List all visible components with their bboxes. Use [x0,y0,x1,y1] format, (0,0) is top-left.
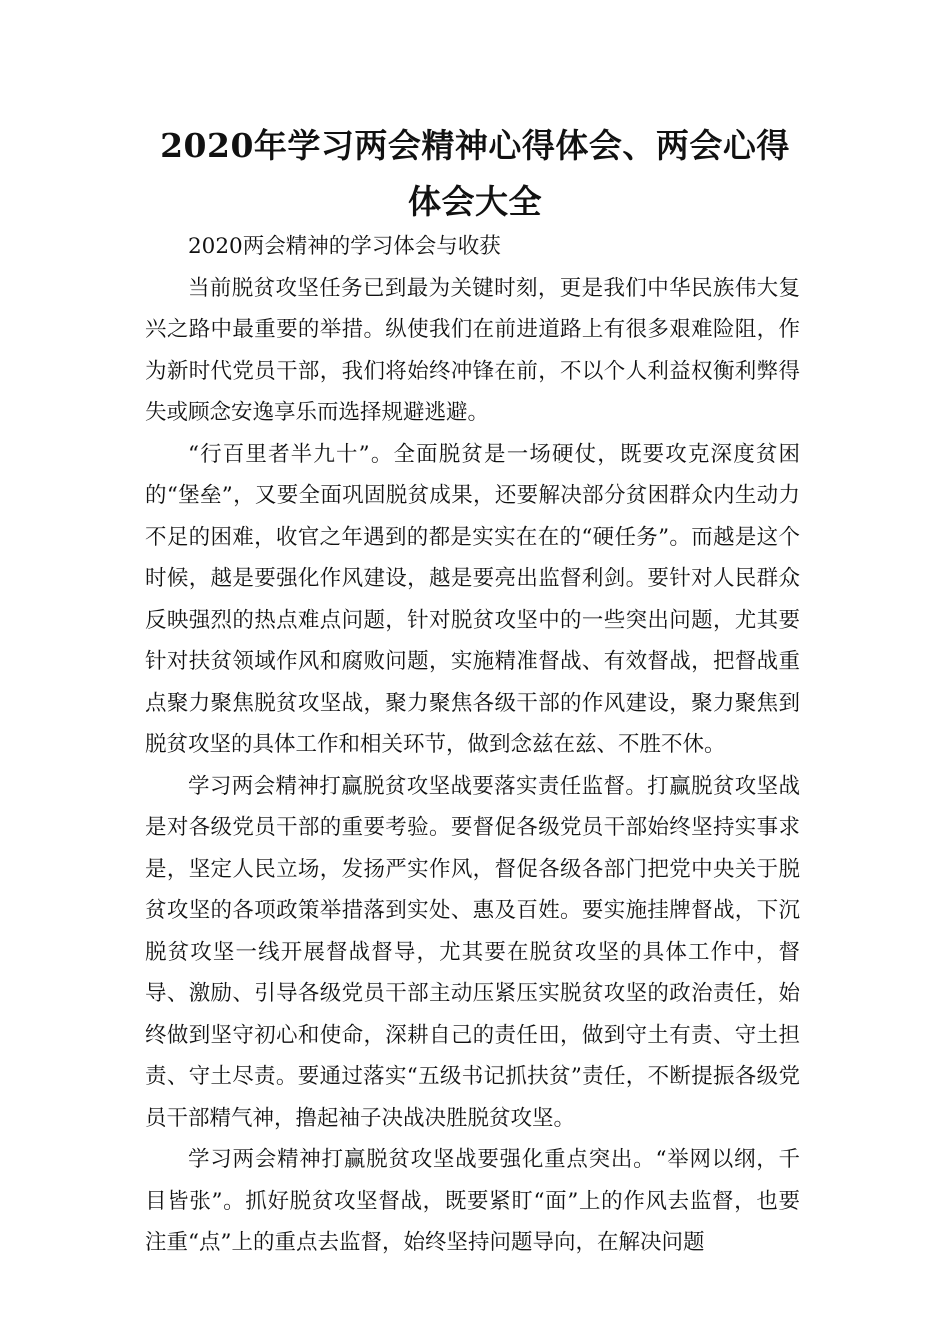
paragraph: “行百里者半九十”。全面脱贫是一场硬仗，既要攻克深度贫困的“堡垒”，又要全面巩固脱贫成果，还要解决部分贫困群众内生动力不足的困难，收官之年遇到的都是实实在在的“硬任务”。而越是这个时候，越是要强化作风建设，越是要亮出监督利剑。要针对人民群众反映强烈的热点难点问题，针对脱贫攻坚中的一些突出问题，尤其要针对扶贫领域作风和腐败问题，实施精准督战、有效督战，把督战重点聚力聚焦脱贫攻坚战，聚力聚焦各级干部的作风建设，聚力聚焦到脱贫攻坚的具体工作和相关环节，做到念兹在兹、不胜不休。 [145,441,800,757]
document-title: 2020年学习两会精神心得体会、两会心得体会大全 [160,126,790,221]
document-body [145,226,800,1264]
paragraph-subtitle: 2020两会精神的学习体会与收获 [188,234,501,259]
paragraph: 当前脱贫攻坚任务已到最为关键时刻，更是我们中华民族伟大复兴之路中最重要的举措。纵使我们在前进道路上有很多艰难险阻，作为新时代党员干部，我们将始终冲锋在前，不以个人利益权衡利弊得失或顾念安逸享乐而选择规避逃避。 [145,275,800,425]
paragraph: 学习两会精神打赢脱贫攻坚战要强化重点突出。“举网以纲，千目皆张”。抓好脱贫攻坚督战，既要紧盯“面”上的作风去监督，也要注重“点”上的重点去监督，始终坚持问题导向，在解决问题 [145,1147,800,1255]
paragraph: 学习两会精神打赢脱贫攻坚战要落实责任监督。打赢脱贫攻坚战是对各级党员干部的重要考验。要督促各级党员干部始终坚持实事求是，坚定人民立场，发扬严实作风，督促各级各部门把党中央关于脱贫攻坚的各项政策举措落到实处、惠及百姓。要实施挂牌督战，下沉脱贫攻坚一线开展督战督导，尤其要在脱贫攻坚的具体工作中，督导、激励、引导各级党员干部主动压紧压实脱贫攻坚的政治责任，始终做到坚守初心和使命，深耕自己的责任田，做到守土有责、守土担责、守土尽责。要通过落实“五级书记抓扶贫”责任，不断提振各级党员干部精气神，撸起袖子决战决胜脱贫攻坚。 [145,773,800,1131]
